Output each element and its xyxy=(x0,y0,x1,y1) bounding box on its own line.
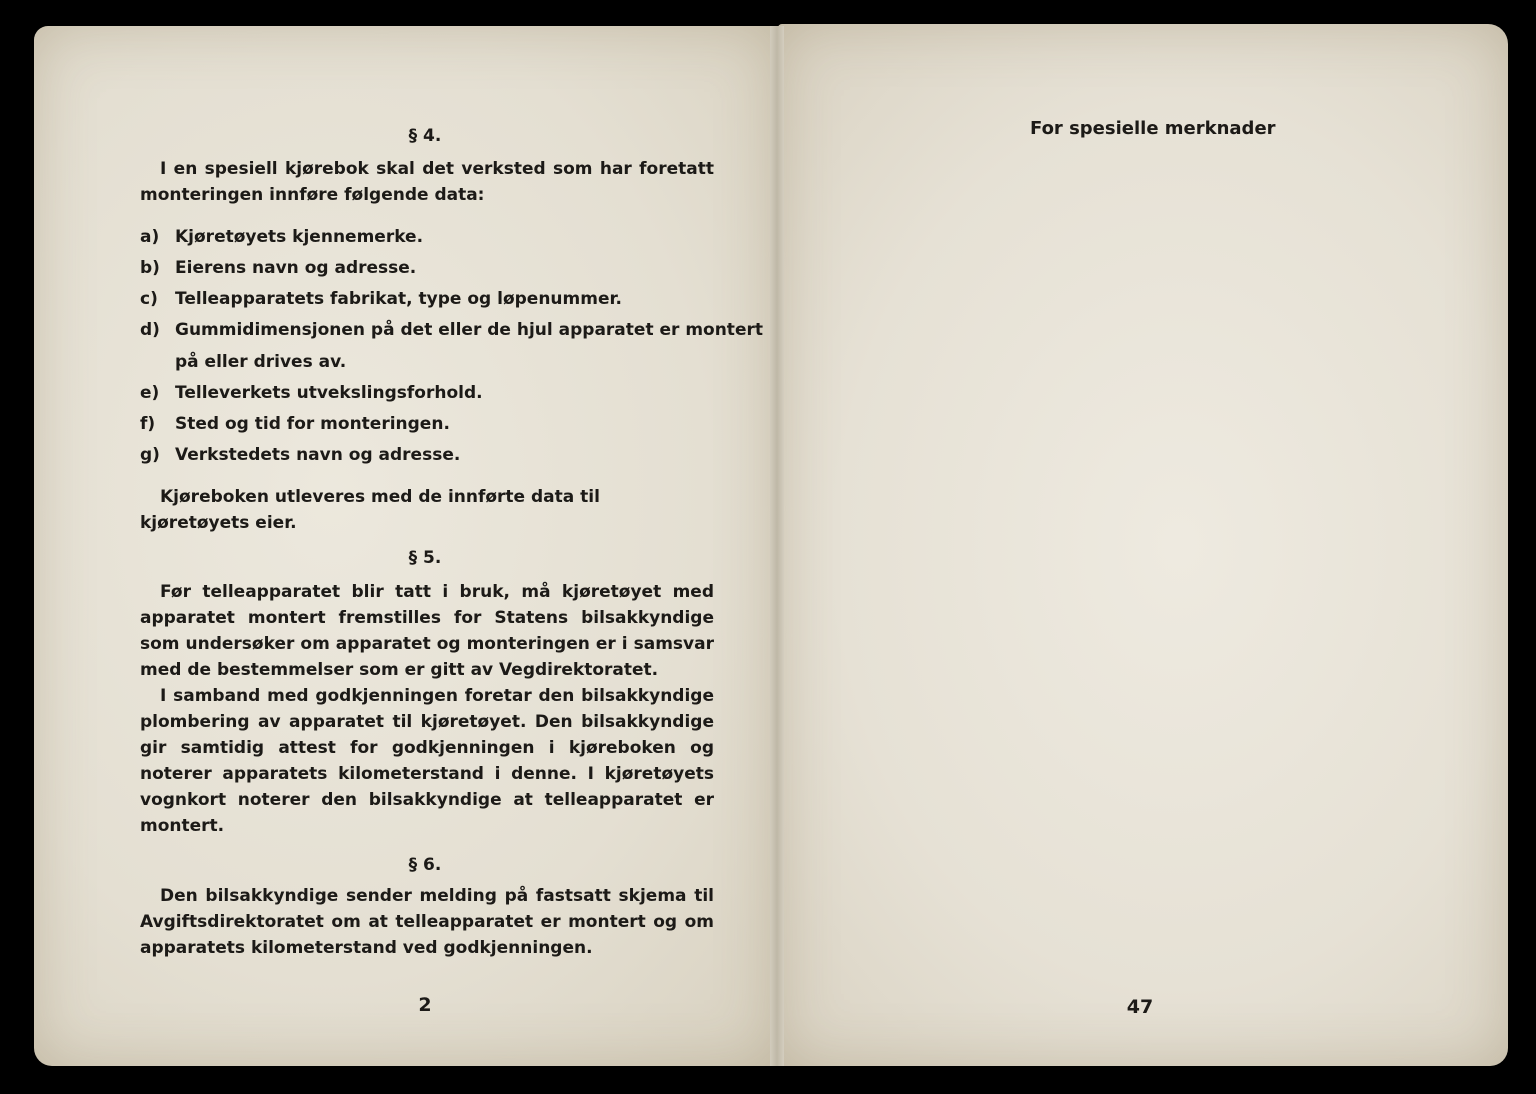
list-marker: b) xyxy=(140,258,160,278)
list-text: Telleapparatets fabrikat, type og løpenummer. xyxy=(175,289,622,309)
list-text: Telleverkets utvekslingsforhold. xyxy=(175,383,483,403)
section-6-heading: § 6. xyxy=(408,855,442,875)
section-5-heading: § 5. xyxy=(408,548,442,568)
section-4-closing: Kjøreboken utleveres med de innførte data til kjøretøyets eier. xyxy=(140,487,600,533)
book-gutter xyxy=(770,26,784,1066)
list-text: på eller drives av. xyxy=(175,352,347,372)
section-4-intro: I en spesiell kjørebok skal det verksted som har foretatt monteringen innføre følgende data: xyxy=(140,159,714,205)
right-page xyxy=(778,24,1508,1066)
list-text: Kjøretøyets kjennemerke. xyxy=(175,227,424,247)
left-page-number: 2 xyxy=(418,994,432,1016)
section-5-paragraph-2: I samband med godkjenningen foretar den bilsakkyndige plombering av apparatet til kjøretøyet. Den bilsakkyndige gir samtidig attest for godkjenningen i kjøreboken og noterer apparatets kilometerstand i denne. I kjøretøyets vognkort noterer den bilsakkyndige at telleapparatet er montert. xyxy=(140,686,714,836)
section-6-paragraph: Den bilsakkyndige sender melding på fastsatt skjema til Avgiftsdirektoratet om at telleapparatet er montert og om apparatets kilometerstand ved godkjenningen. xyxy=(140,886,714,958)
list-marker: c) xyxy=(140,289,158,309)
list-text: Sted og tid for monteringen. xyxy=(175,414,450,434)
list-marker: f) xyxy=(140,414,156,434)
section-5-paragraph-1: Før telleapparatet blir tatt i bruk, må kjøretøyet med apparatet montert fremstilles for Statens bilsakkyndige som undersøker om apparatet og monteringen er i samsvar med de bestemmelser som er gitt av Vegdirektoratet. xyxy=(140,582,714,680)
right-page-heading: For spesielle merknader xyxy=(1030,118,1276,139)
section-4-heading: § 4. xyxy=(408,126,442,146)
list-text: Eierens navn og adresse. xyxy=(175,258,417,278)
list-marker: a) xyxy=(140,227,160,247)
list-marker: e) xyxy=(140,383,160,403)
list-marker: g) xyxy=(140,445,160,465)
right-page-number: 47 xyxy=(1126,996,1154,1018)
list-text: Gummidimensjonen på det eller de hjul apparatet er montert xyxy=(175,320,763,340)
list-text: Verkstedets navn og adresse. xyxy=(175,445,461,465)
list-marker: d) xyxy=(140,320,160,340)
